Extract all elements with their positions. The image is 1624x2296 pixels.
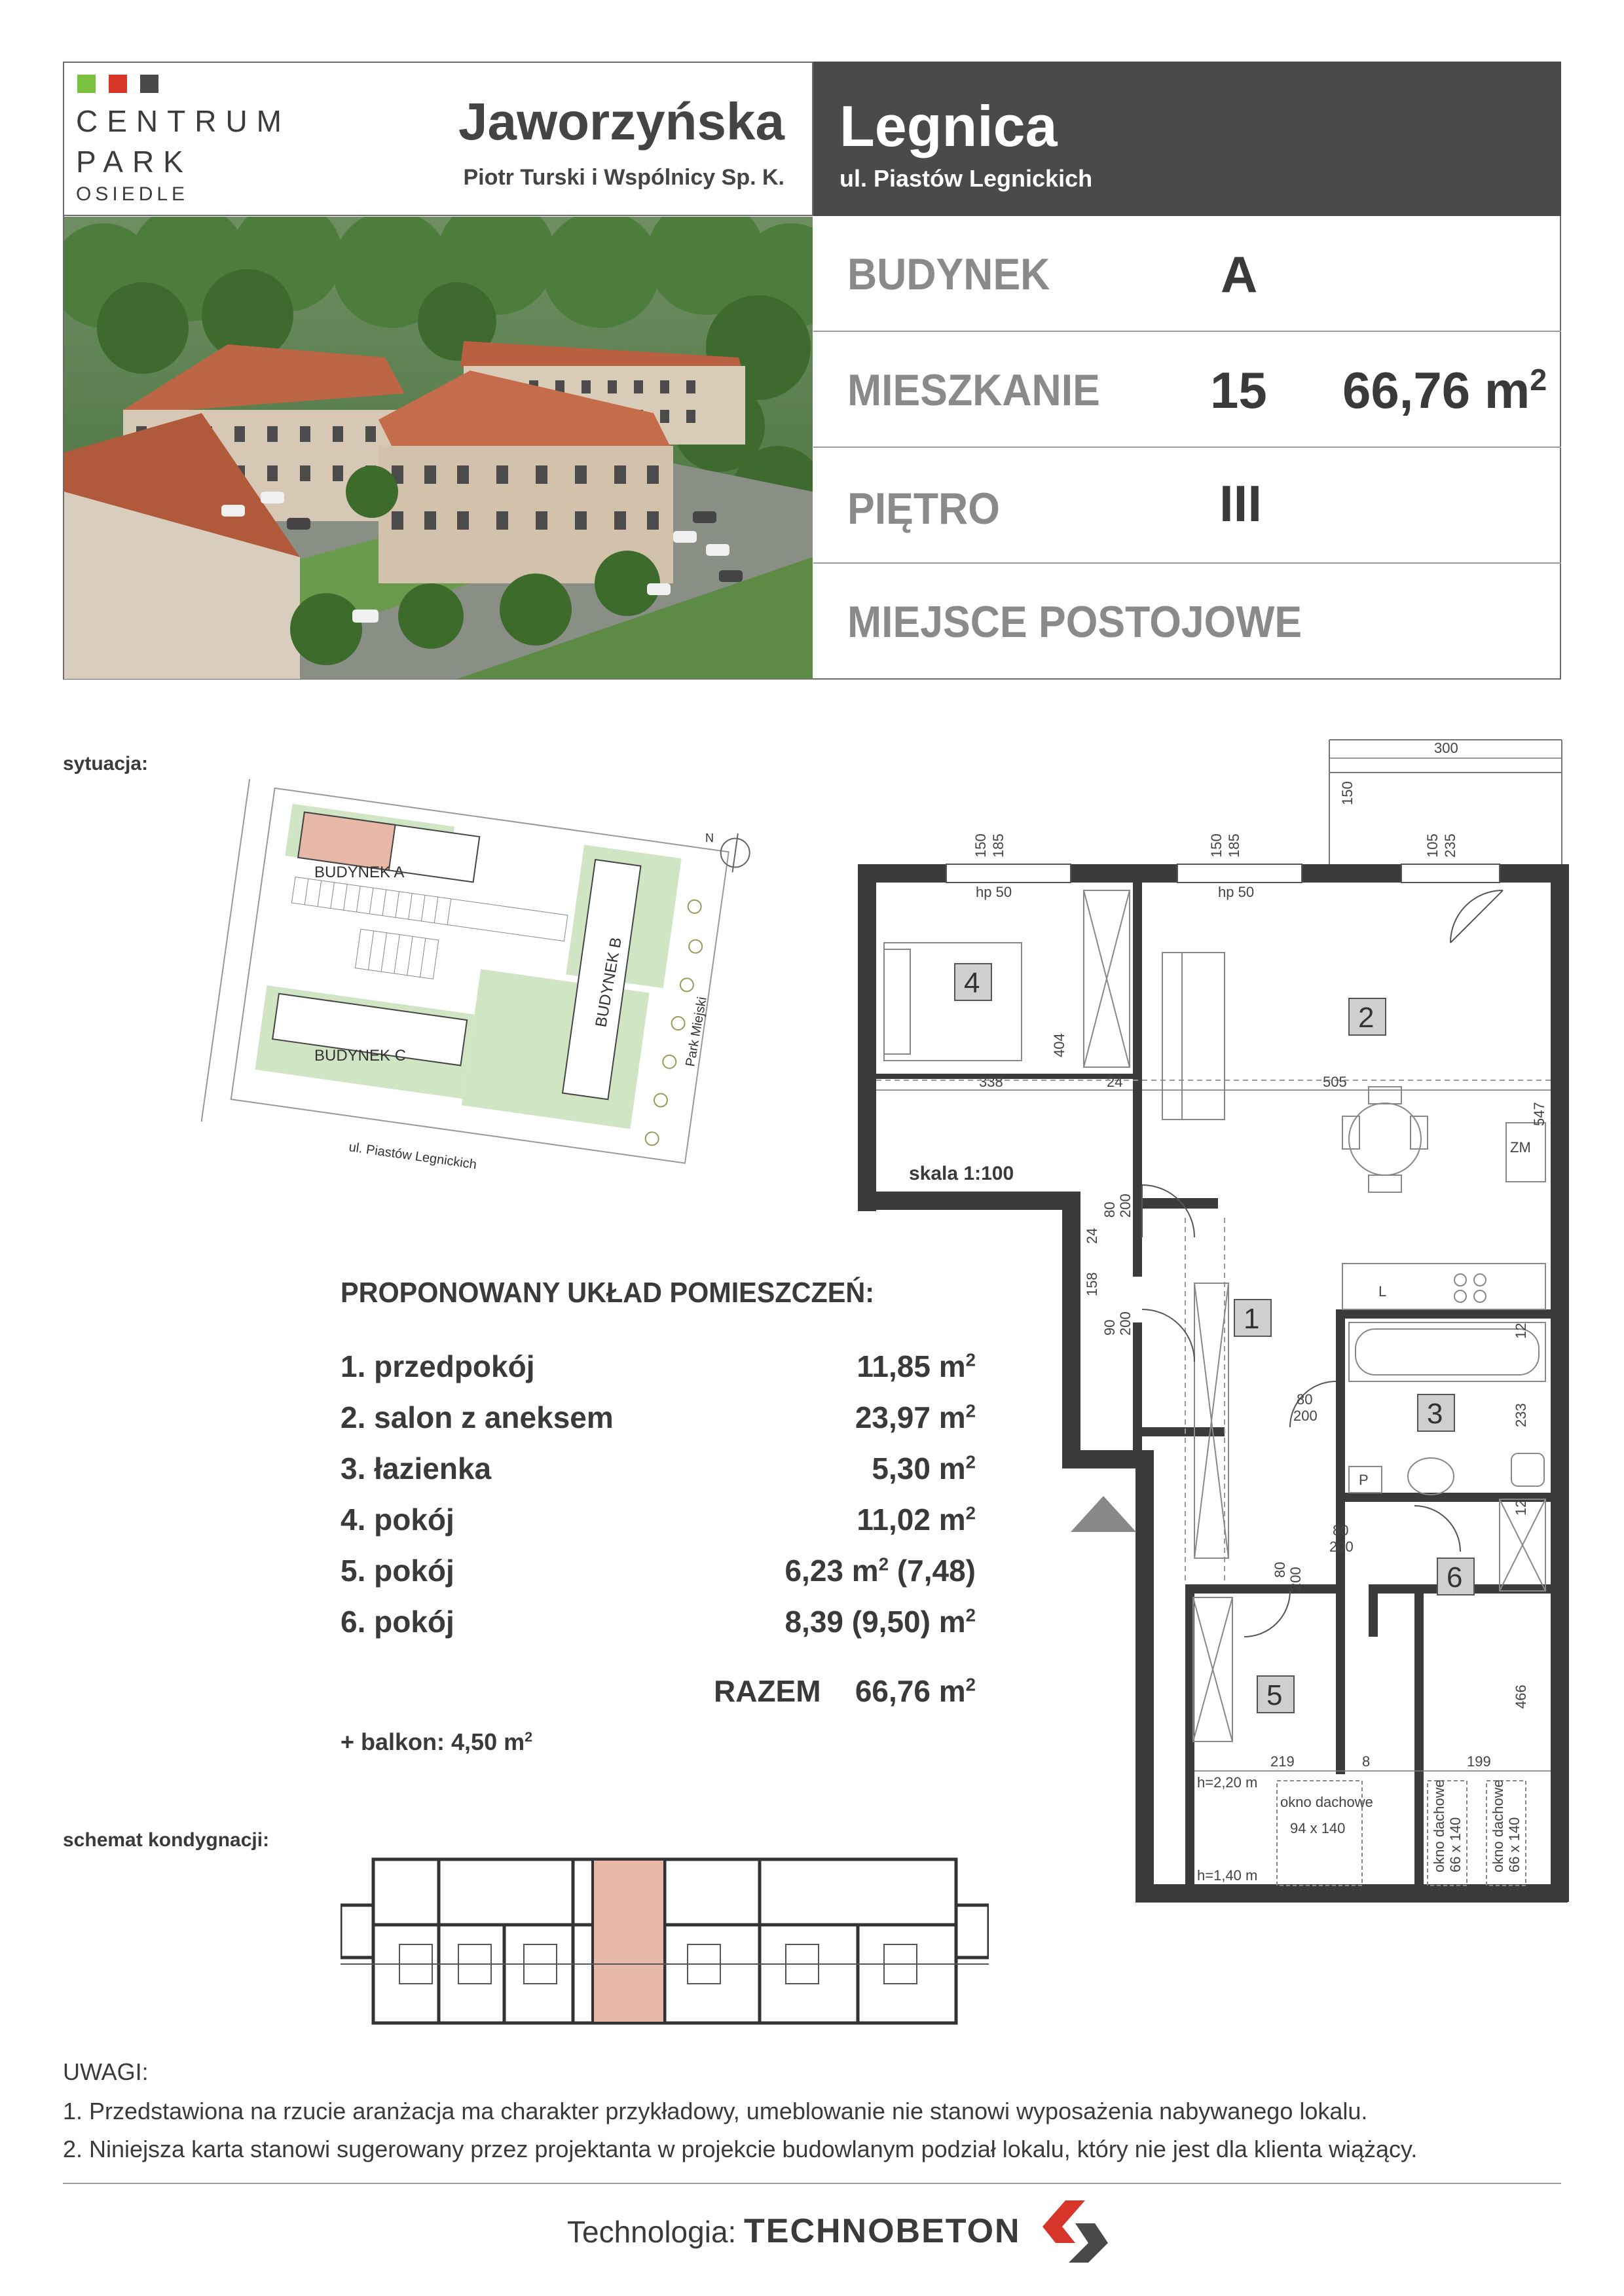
room-5-label: 5. pokój <box>341 1554 454 1588</box>
room-4-label: 4. pokój <box>341 1503 454 1537</box>
logo-word-park: PARK <box>76 145 193 179</box>
room-1-area: 11,85 $m^2$ <box>857 1349 976 1383</box>
room-2-area: 23,97 $m^2$ <box>855 1400 976 1434</box>
dim-window-3b: 235 <box>1442 833 1458 858</box>
plan-room-1-number: 1 <box>1244 1303 1260 1335</box>
apartment-label: MIESZKANIE <box>847 365 1100 415</box>
city-name: Legnica <box>840 94 1058 158</box>
site-building-a-label: BUDYNEK A <box>314 864 405 881</box>
balcony-area: + balkon: 4,50 $m^2$ <box>341 1728 533 1755</box>
dim-window-2a: 150 <box>1208 833 1225 858</box>
site-building-c-label: BUDYNEK C <box>314 1047 407 1065</box>
roof-window-3-size: 66 x 140 <box>1506 1817 1522 1872</box>
dim-door-1-h: 200 <box>1117 1194 1134 1218</box>
dim-p: P <box>1359 1472 1369 1488</box>
room-2-label: 2. salon z aneksem <box>341 1400 614 1434</box>
site-plan <box>196 779 760 1198</box>
street-name: ul. Piastów Legnickich <box>840 165 1093 192</box>
floor-scheme <box>341 1827 989 2036</box>
floor-label: PIĘTRO <box>847 484 1000 534</box>
notes-title: UWAGI: <box>63 2058 149 2085</box>
dim-hp-2: hp 50 <box>1218 884 1255 900</box>
logo-word-osiedle: OSIEDLE <box>76 183 189 205</box>
dim-window-1a: 150 <box>972 833 989 858</box>
building-rendering <box>64 217 813 679</box>
floor-row <box>813 448 1561 564</box>
dim-door-1-w: 80 <box>1101 1201 1118 1218</box>
dim-zm: ZM <box>1510 1139 1531 1156</box>
developer-name: Piotr Turski i Wspólnicy Sp. K. <box>463 165 784 190</box>
plan-room-3-number: 3 <box>1427 1398 1443 1430</box>
dim-wall-24: 24 <box>1107 1074 1123 1090</box>
building-row <box>813 216 1561 332</box>
dim-door-3-h: 200 <box>1293 1408 1318 1424</box>
dim-room2-depth: 547 <box>1531 1102 1547 1126</box>
dim-199: 199 <box>1467 1753 1491 1770</box>
location-panel <box>813 62 1561 216</box>
dim-room4-width: 338 <box>979 1074 1003 1090</box>
parking-row <box>813 564 1561 680</box>
apartment-number: 15 <box>1210 361 1267 419</box>
logo-area <box>63 62 813 216</box>
dim-12-b: 12 <box>1513 1499 1529 1516</box>
dim-12-a: 12 <box>1513 1322 1529 1339</box>
dim-466: 466 <box>1513 1685 1529 1709</box>
roof-window-1-label: okno dachowe <box>1280 1794 1373 1810</box>
dim-h-140: h=1,40 m <box>1197 1867 1258 1884</box>
logo-square-gray <box>140 75 158 93</box>
north-letter: N <box>705 831 714 845</box>
scale-label: skala 1:100 <box>909 1163 1014 1184</box>
dim-door-5-w: 80 <box>1272 1561 1288 1578</box>
room-3-label: 3. łazienka <box>341 1451 492 1485</box>
kitchen-l-mark: L <box>1378 1283 1387 1300</box>
roof-window-2-label: okno dachowe <box>1431 1779 1447 1872</box>
total-label: RAZEM <box>714 1674 821 1708</box>
site-street-label: ul. Piastów Legnickich <box>348 1140 478 1173</box>
dim-door-5-h: 200 <box>1287 1567 1304 1591</box>
dim-door-2-h: 200 <box>1117 1311 1134 1336</box>
logo-square-green <box>77 75 96 93</box>
room-4-area: 11,02 $m^2$ <box>857 1503 976 1537</box>
site-plan-label: sytuacja: <box>63 753 149 774</box>
dim-24-b: 24 <box>1084 1228 1100 1244</box>
total-area: 66,76 $m^2$ <box>855 1674 976 1708</box>
dim-233: 233 <box>1513 1403 1529 1427</box>
plan-room-5-number: 5 <box>1266 1679 1283 1711</box>
technology-label: Technologia: <box>567 2215 737 2249</box>
dim-h-220: h=2,20 m <box>1197 1774 1258 1791</box>
rooms-title: PROPONOWANY UKŁAD POMIESZCZEŃ: <box>341 1277 874 1309</box>
floor-plan <box>845 733 1572 1925</box>
dim-balcony-depth: 150 <box>1339 781 1356 805</box>
dim-door-4-h: 200 <box>1329 1539 1354 1555</box>
building-value: A <box>1221 246 1258 303</box>
dim-window-2b: 185 <box>1226 833 1242 858</box>
dim-window-3a: 105 <box>1424 833 1441 858</box>
roof-window-2-size: 66 x 140 <box>1447 1817 1464 1872</box>
plan-room-4-number: 4 <box>964 967 980 999</box>
room-1-label: 1. przedpokój <box>341 1349 535 1383</box>
dim-door-3-w: 80 <box>1297 1391 1313 1408</box>
note-2: 2. Niniejsza karta stanowi sugerowany przez projektanta w projekcie budowlanym podział lokalu, który nie jest dla klienta wiążący. <box>63 2136 1418 2162</box>
dim-158: 158 <box>1084 1272 1100 1296</box>
dim-balcony-width: 300 <box>1434 740 1458 756</box>
room-5-area: 6,23 $m^2$ (7,48) <box>784 1554 976 1588</box>
dim-hp-1: hp 50 <box>976 884 1012 900</box>
dim-8: 8 <box>1362 1753 1371 1770</box>
note-1: 1. Przedstawiona na rzucie aranżacja ma charakter przykładowy, umeblowanie nie stanowi wyposażenia nabywanego lokalu. <box>63 2098 1368 2124</box>
footer-divider <box>63 2183 1561 2184</box>
floor-value: III <box>1219 475 1263 532</box>
apartment-area-sup: 2 <box>1530 363 1547 397</box>
dim-room2-width: 505 <box>1323 1074 1347 1090</box>
roof-window-3-label: okno dachowe <box>1490 1779 1506 1872</box>
roof-window-1-size: 94 x 140 <box>1290 1820 1346 1836</box>
logo-word-centrum: CENTRUM <box>76 104 291 138</box>
room-6-label: 6. pokój <box>341 1605 454 1639</box>
floor-scheme-label: schemat kondygnacji: <box>63 1829 270 1851</box>
technobeton-logo-icon <box>1029 2197 1121 2263</box>
project-name: Jaworzyńska <box>458 92 784 151</box>
site-park-label: Park Miejski <box>683 995 710 1068</box>
dim-window-1b: 185 <box>990 833 1006 858</box>
room-6-area: 8,39 (9,50) $m^2$ <box>784 1605 976 1639</box>
apartment-row <box>813 332 1561 448</box>
parking-label: MIEJSCE POSTOJOWE <box>847 597 1302 647</box>
dim-door-4-w: 80 <box>1333 1522 1349 1539</box>
dim-room4-depth: 404 <box>1051 1033 1067 1057</box>
room-3-area: 5,30 $m^2$ <box>872 1451 976 1485</box>
apartment-area-value: 66,76 m <box>1342 361 1530 419</box>
plan-room-6-number: 6 <box>1447 1561 1463 1594</box>
dim-219: 219 <box>1270 1753 1295 1770</box>
dim-door-2-w: 90 <box>1101 1319 1118 1336</box>
building-label: BUDYNEK <box>847 249 1050 299</box>
apartment-area <box>1342 361 1547 420</box>
site-building-b-label: BUDYNEK B <box>592 936 625 1029</box>
plan-room-2-number: 2 <box>1358 1002 1375 1034</box>
logo-square-red <box>109 75 127 93</box>
technobeton-brand: TECHNOBETON <box>744 2212 1021 2250</box>
